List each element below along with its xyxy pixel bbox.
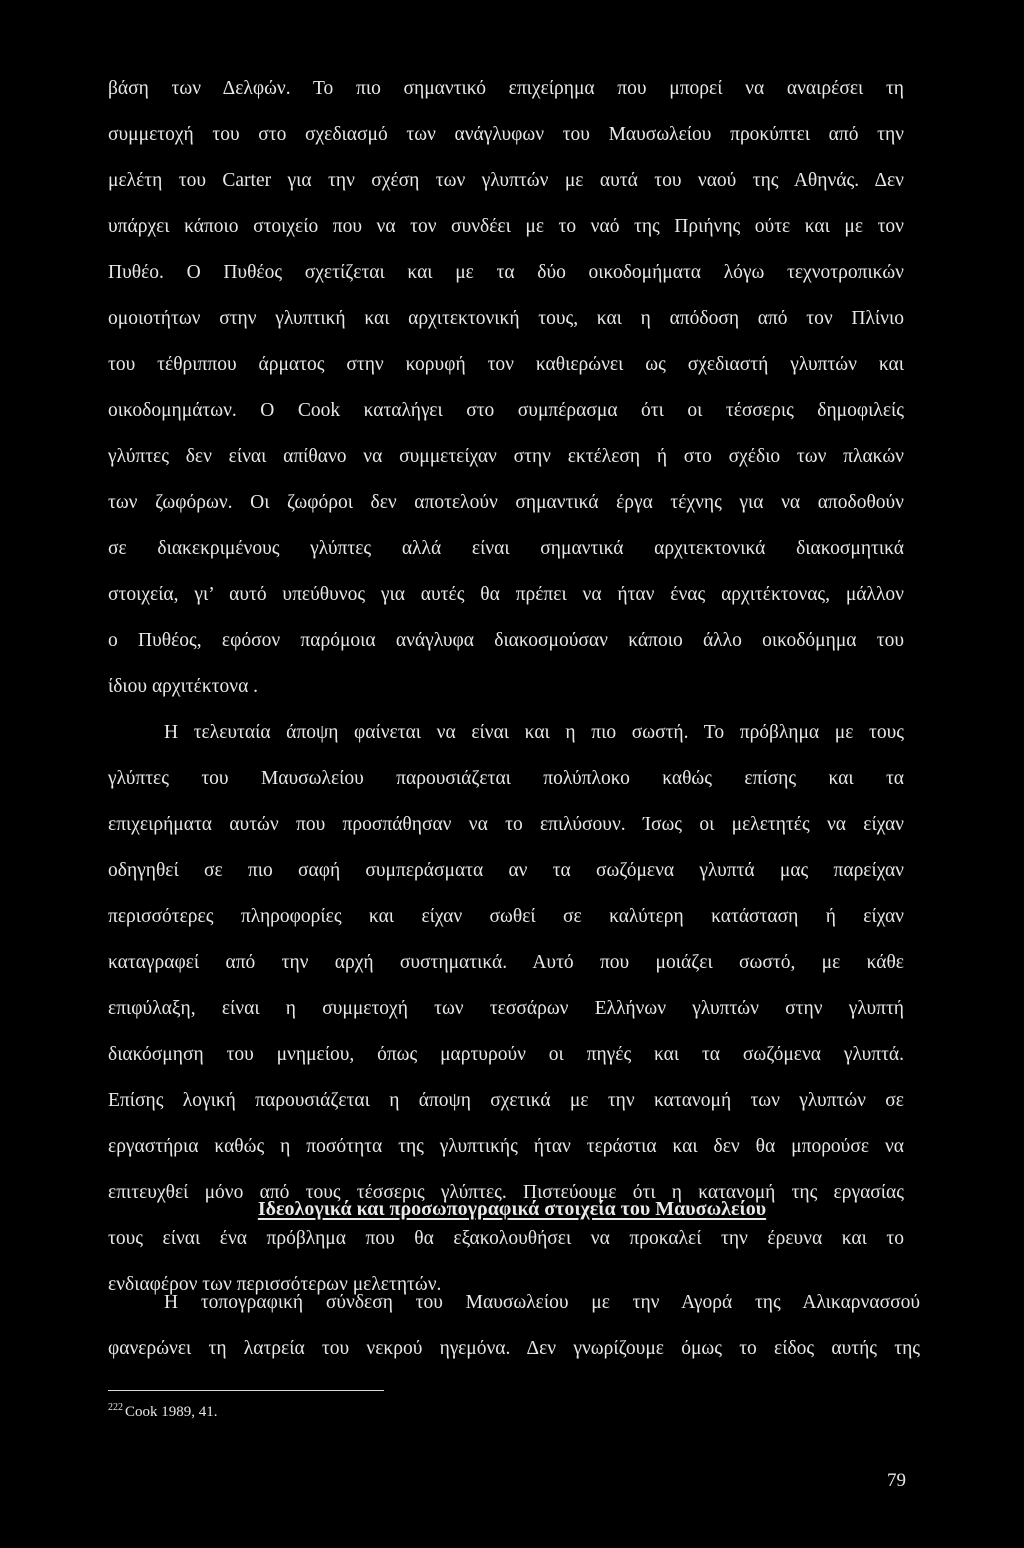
- text-line: του τέθριππου άρματος στην κορυφή τον καθιερώνει ως σχεδιαστή γλυπτών και: [108, 354, 904, 375]
- text-line: επιχειρήματα αυτών που προσπάθησαν να το επιλύσουν. Ίσως οι μελετητές να είχαν: [108, 814, 904, 835]
- text-line: υπάρχει κάποιο στοιχείο που να τον συνδέει με το ναό της Πριήνης ούτε και με τον: [108, 216, 904, 237]
- text-line: φανερώνει τη λατρεία του νεκρού ηγεμόνα. Δεν γνωρίζουμε όμως το είδος αυτής της: [108, 1338, 920, 1359]
- text-line: εργαστήρια καθώς η ποσότητα της γλυπτικής ήταν τεράστια και δεν θα μπορούσε να: [108, 1136, 904, 1157]
- text-line: οικοδομημάτων. Ο Cook καταλήγει στο συμπέρασμα ότι οι τέσσερις δημοφιλείς: [108, 400, 904, 421]
- text-line: μελέτη του Carter για την σχέση των γλυπτών με αυτά του ναού της Αθηνάς. Δεν: [108, 170, 904, 191]
- footnote-text: Cook 1989, 41.: [125, 1404, 218, 1420]
- text-line: στοιχεία, γι’ αυτό υπεύθυνος για αυτές θα πρέπει να ήταν ένας αρχιτέκτονας, μάλλον: [108, 584, 904, 605]
- text-line: γλύπτες δεν είναι απίθανο να συμμετείχαν στην εκτέλεση ή στο σχέδιο των πλακών: [108, 446, 904, 467]
- text-line: ίδιου αρχιτέκτονα .: [108, 676, 259, 697]
- text-line: Η τοπογραφική σύνδεση του Μαυσωλείου με την Αγορά της Αλικαρνασσού: [164, 1292, 920, 1313]
- text-line: οδηγηθεί σε πιο σαφή συμπεράσματα αν τα σωζόμενα γλυπτά μας παρείχαν: [108, 860, 904, 881]
- text-line: συμμετοχή του στο σχεδιασμό των ανάγλυφων του Μαυσωλείου προκύπτει από την: [108, 124, 904, 145]
- footnote: [108, 1402, 218, 1421]
- paragraph-3: [108, 1280, 920, 1372]
- text-line: επιφύλαξη, είναι η συμμετοχή των τεσσάρων Ελλήνων γλυπτών στην γλυπτή: [108, 998, 904, 1019]
- text-line: σε διακεκριμένους γλύπτες αλλά είναι σημαντικά αρχιτεκτονικά διακοσμητικά: [108, 538, 904, 559]
- text-line: επιτευχθεί μόνο από τους τέσσερις γλύπτες. Πιστεύουμε ότι η κατανομή της εργασίας: [108, 1182, 904, 1203]
- text-line: ενδιαφέρον των περισσότερων μελετητών.: [108, 1274, 442, 1295]
- paragraph-1: [108, 66, 904, 710]
- section-heading: Ιδεολογικά και προσωπογραφικά στοιχεία του Μαυσωλείου: [257, 1198, 767, 1220]
- page-number: 79: [887, 1470, 906, 1491]
- text-line: καταγραφεί από την αρχή συστηματικά. Αυτό που μοιάζει σωστό, με κάθε: [108, 952, 904, 973]
- text-line: Επίσης λογική παρουσιάζεται η άποψη σχετικά με την κατανομή των γλυπτών σε: [108, 1090, 904, 1111]
- main-text: [108, 66, 904, 1308]
- text-line: τους είναι ένα πρόβλημα που θα εξακολουθήσει να προκαλεί την έρευνα και το: [108, 1228, 904, 1249]
- footnote-number: 222: [108, 1402, 123, 1413]
- text-line: διακόσμηση του μνημείου, όπως μαρτυρούν οι πηγές και τα σωζόμενα γλυπτά.: [108, 1044, 904, 1065]
- text-line: Η τελευταία άποψη φαίνεται να είναι και η πιο σωστή. Το πρόβλημα με τους: [164, 722, 904, 743]
- text-line: ομοιοτήτων στην γλυπτική και αρχιτεκτονική τους, και η απόδοση από τον Πλίνιο: [108, 308, 904, 329]
- text-line: γλύπτες του Μαυσωλείου παρουσιάζεται πολύπλοκο καθώς επίσης και τα: [108, 768, 904, 789]
- text-line: των ζωφόρων. Οι ζωφόροι δεν αποτελούν σημαντικά έργα τέχνης για να αποδοθούν: [108, 492, 904, 513]
- text-line: Πυθέο. Ο Πυθέος σχετίζεται και με τα δύο οικοδομήματα λόγω τεχνοτροπικών: [108, 262, 904, 283]
- text-line: περισσότερες πληροφορίες και είχαν σωθεί σε καλύτερη κατάσταση ή είχαν: [108, 906, 904, 927]
- text-line: ο Πυθέος, εφόσον παρόμοια ανάγλυφα διακοσμούσαν κάποιο άλλο οικοδόμημα του: [108, 630, 904, 651]
- text-line: βάση των Δελφών. Το πιο σημαντικό επιχείρημα που μπορεί να αναιρέσει τη: [108, 78, 904, 99]
- footnote-divider: [108, 1390, 384, 1391]
